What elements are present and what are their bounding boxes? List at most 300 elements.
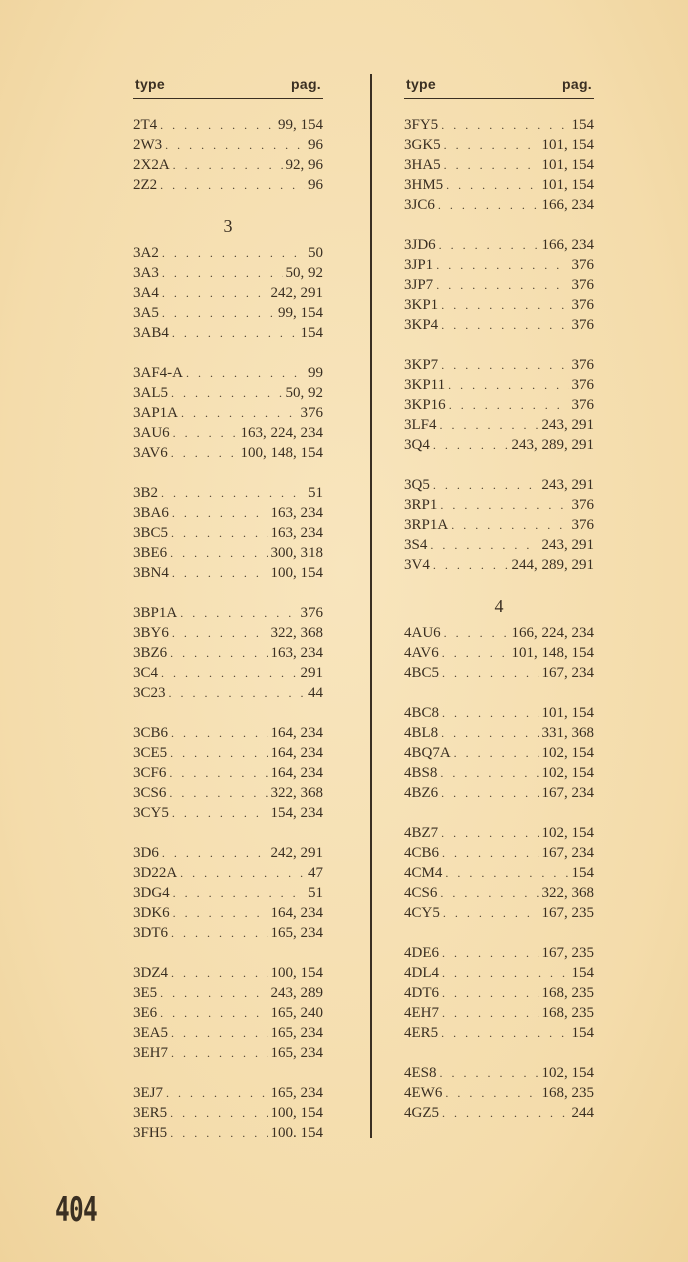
tube-type: 3S4 [404,537,428,553]
tube-type: 3V4 [404,557,430,573]
entry-group [404,355,594,455]
index-entry [133,843,323,863]
tube-type: 3C4 [133,665,159,681]
index-entry [404,235,594,255]
tube-type: 4BQ7A [404,745,451,761]
index-entry [133,763,323,783]
dot-leader [451,515,568,535]
index-entry [404,623,594,643]
page-refs: 102, 154 [541,1065,594,1081]
tube-type: 3KP11 [404,377,446,393]
tube-type: 4DT6 [404,985,439,1001]
dot-leader [442,1003,539,1023]
dot-leader [171,923,268,943]
page-refs: 164, 234 [270,905,323,921]
tube-type: 3CS6 [133,785,167,801]
page-header: pag. [562,76,592,92]
index-entry [133,743,323,763]
page-refs: 101, 148, 154 [511,645,594,661]
index-entry [404,155,594,175]
page-refs: 99 [308,365,323,381]
page-refs: 376 [571,297,594,313]
page-refs: 300, 318 [270,545,323,561]
dot-leader [444,155,539,175]
index-entry [133,883,323,903]
index-entry [133,923,323,943]
index-entry [133,403,323,423]
page-refs: 165, 234 [270,925,323,941]
dot-leader [170,1103,267,1123]
dot-leader [172,803,268,823]
tube-type: 3AF4-A [133,365,184,381]
page-refs: 243, 289, 291 [511,437,594,453]
page-refs: 376 [300,605,323,621]
page-refs: 164, 234 [270,725,323,741]
tube-type: 3FH5 [133,1125,168,1141]
index-entry [133,643,323,663]
page-refs: 242, 291 [270,285,323,301]
index-entry [404,175,594,195]
dot-leader [170,543,267,563]
tube-type: 3RP1A [404,517,449,533]
dot-leader [442,643,509,663]
page-refs: 166, 234 [541,197,594,213]
tube-type: 3HA5 [404,157,441,173]
dot-leader [165,135,305,155]
page-refs: 167, 234 [541,785,594,801]
entry-group [404,235,594,335]
page-refs: 376 [571,277,594,293]
dot-leader [162,303,275,323]
page-refs: 376 [571,497,594,513]
index-entry [404,783,594,803]
index-entry [133,1103,323,1123]
dot-leader [440,1063,539,1083]
page-refs: 376 [571,377,594,393]
dot-leader [180,603,297,623]
page-refs: 101, 154 [541,705,594,721]
entry-group [133,723,323,823]
dot-leader [186,363,305,383]
dot-leader [441,315,568,335]
index-entry [133,443,323,463]
tube-type: 3A4 [133,285,159,301]
index-entry [133,175,323,195]
page-refs: 243, 291 [541,417,594,433]
dot-leader [442,703,538,723]
tube-type: 4CM4 [404,865,443,881]
page-refs: 99, 154 [278,117,323,133]
entry-groups [404,115,594,1123]
index-entry [133,663,323,683]
index-entry [404,535,594,555]
tube-type: 3LF4 [404,417,437,433]
tube-type: 4GZ5 [404,1105,439,1121]
index-entry [404,195,594,215]
entry-group [404,703,594,803]
dot-leader [454,743,539,763]
dot-leader [433,555,509,575]
page-refs: 165, 234 [270,1085,323,1101]
entry-group [133,215,323,343]
page-refs: 244, 289, 291 [511,557,594,573]
index-entry [404,963,594,983]
tube-type: 4BC8 [404,705,440,721]
entry-group [404,475,594,575]
dot-leader [160,983,267,1003]
section-heading: 4 [494,596,504,616]
index-entry [404,1023,594,1043]
dot-leader [441,723,538,743]
tube-type: 4BZ7 [404,825,439,841]
index-entry [404,823,594,843]
dot-leader [442,983,539,1003]
tube-type: 3JD6 [404,237,436,253]
page-refs: 163, 234 [270,645,323,661]
entry-group [404,823,594,923]
dot-leader [441,1023,568,1043]
index-entry [133,603,323,623]
dot-leader [172,503,268,523]
page-refs: 100, 148, 154 [240,445,323,461]
index-entry [133,523,323,543]
dot-leader [439,235,539,255]
index-entry [133,1123,323,1143]
dot-leader [444,623,509,643]
index-entry [404,355,594,375]
dot-leader [169,683,305,703]
page-refs: 96 [308,177,323,193]
index-entry [133,863,323,883]
index-entry [133,483,323,503]
index-column-left [133,70,323,1163]
tube-type: 3BN4 [133,565,169,581]
tube-type: 3AU6 [133,425,170,441]
page-refs: 100. 154 [270,1125,323,1141]
page-refs: 165, 240 [270,1005,323,1021]
tube-type: 3DK6 [133,905,170,921]
dot-leader [440,415,539,435]
tube-type: 3GK5 [404,137,441,153]
tube-type: 3AV6 [133,445,168,461]
dot-leader [446,175,538,195]
tube-type: 3JP1 [404,257,434,273]
tube-type: 3A3 [133,265,159,281]
dot-leader [162,243,305,263]
index-entry [404,415,594,435]
dot-leader [433,475,539,495]
page-refs: 168, 235 [541,985,594,1001]
index-entry [133,1083,323,1103]
tube-type: 3DT6 [133,925,168,941]
entry-group [133,363,323,463]
index-entry [133,803,323,823]
index-entry [404,883,594,903]
page-refs: 167, 235 [541,945,594,961]
index-entry [404,395,594,415]
dot-leader [436,275,568,295]
index-entry [404,863,594,883]
dot-leader [171,1023,268,1043]
page-refs: 376 [571,517,594,533]
tube-type: 4EH7 [404,1005,439,1021]
dot-leader [162,263,283,283]
index-entry [404,1003,594,1023]
page-refs: 167, 234 [541,665,594,681]
page-refs: 96 [308,137,323,153]
page-refs: 165, 234 [270,1045,323,1061]
page-refs: 167, 235 [541,905,594,921]
type-header: type [406,76,436,92]
index-entry [133,1023,323,1043]
tube-type: 3A2 [133,245,159,261]
dot-leader [442,1103,569,1123]
index-entry [404,495,594,515]
tube-type: 4CY5 [404,905,440,921]
index-entry [404,435,594,455]
entry-group [133,963,323,1063]
index-entry [133,135,323,155]
page-refs: 166, 234 [541,237,594,253]
index-entry [404,135,594,155]
dot-leader [442,963,569,983]
tube-type: 3CF6 [133,765,167,781]
tube-type: 4ES8 [404,1065,437,1081]
index-entry [133,683,323,703]
entry-group [133,115,323,195]
tube-type: 4DL4 [404,965,439,981]
entry-group [404,595,594,683]
page-refs: 154 [571,1025,594,1041]
page-refs: 154, 234 [270,805,323,821]
index-entry [404,255,594,275]
page-refs: 243, 291 [541,477,594,493]
tube-type: 4ER5 [404,1025,439,1041]
tube-type: 3BA6 [133,505,169,521]
tube-type: 4CB6 [404,845,440,861]
entry-group [133,1083,323,1143]
dot-leader [442,943,539,963]
tube-type: 3EJ7 [133,1085,163,1101]
index-entry [133,783,323,803]
tube-type: 3AL5 [133,385,168,401]
dot-leader [449,395,569,415]
dot-leader [443,903,539,923]
dot-leader [445,863,568,883]
page-refs: 376 [300,405,323,421]
tube-type: 4CS6 [404,885,438,901]
dot-leader [172,623,268,643]
dot-leader [171,383,283,403]
dot-leader [170,643,267,663]
tube-type: 2X2A [133,157,170,173]
page-refs: 168, 235 [541,1085,594,1101]
tube-type: 2W3 [133,137,163,153]
page-refs: 92, 96 [285,157,323,173]
index-entry [404,515,594,535]
page-refs: 164, 234 [270,765,323,781]
index-entry [133,423,323,443]
dot-leader [160,115,275,135]
index-entry [133,543,323,563]
tube-type: 4AU6 [404,625,441,641]
page-refs: 102, 154 [541,765,594,781]
page-refs: 322, 368 [270,625,323,641]
index-entry [133,623,323,643]
tube-type: 3EH7 [133,1045,168,1061]
tube-type: 3AB4 [133,325,169,341]
entry-group [133,603,323,703]
index-entry [404,1063,594,1083]
index-entry [404,643,594,663]
tube-type: 3RP1 [404,497,438,513]
page-refs: 163, 234 [270,505,323,521]
page-refs: 50 [308,245,323,261]
page-refs: 322, 368 [541,885,594,901]
dot-leader [433,435,509,455]
tube-type: 3C23 [133,685,166,701]
index-entry [133,963,323,983]
index-entry [133,903,323,923]
dot-leader [173,903,268,923]
page-refs: 291 [300,665,323,681]
tube-type: 3DZ4 [133,965,168,981]
index-entry [133,283,323,303]
index-entry [133,1043,323,1063]
tube-type: 4BC5 [404,665,440,681]
page-refs: 243, 291 [541,537,594,553]
dot-leader [160,175,305,195]
page-header: pag. [291,76,321,92]
dot-leader [162,283,268,303]
page-refs: 100, 154 [270,965,323,981]
tube-type: 3CB6 [133,725,169,741]
tube-type: 3BE6 [133,545,168,561]
index-entry [133,115,323,135]
tube-type: 3ER5 [133,1105,168,1121]
entry-groups [133,115,323,1143]
index-entry [404,115,594,135]
dot-leader [440,495,568,515]
page-refs: 376 [571,397,594,413]
tube-type: 3B2 [133,485,159,501]
index-entry [404,723,594,743]
tube-type: 4DE6 [404,945,439,961]
page-refs: 154 [571,865,594,881]
tube-type: 3KP7 [404,357,439,373]
tube-type: 3EA5 [133,1025,168,1041]
page-refs: 242, 291 [270,845,323,861]
index-entry [133,503,323,523]
page-refs: 50, 92 [285,385,323,401]
index-entry [404,555,594,575]
index-column-right [404,70,594,1143]
entry-group [404,943,594,1043]
index-entry [133,263,323,283]
page-refs: 166, 224, 234 [511,625,594,641]
page-refs: 322, 368 [270,785,323,801]
column-divider [370,74,372,1138]
tube-type: 3JC6 [404,197,435,213]
page-refs: 154 [571,965,594,981]
entry-group [404,1063,594,1123]
page-refs: 376 [571,357,594,373]
tube-type: 3Q5 [404,477,430,493]
dot-leader [441,823,538,843]
dot-leader [441,783,538,803]
index-entry [133,155,323,175]
index-entry [404,275,594,295]
dot-leader [171,523,267,543]
page-refs: 243, 289 [270,985,323,1001]
tube-type: 3D6 [133,845,159,861]
index-entry [404,983,594,1003]
tube-type: 3KP4 [404,317,439,333]
index-entry [404,295,594,315]
dot-leader [442,663,538,683]
dot-leader [441,355,568,375]
page-refs: 101, 154 [541,157,594,173]
tube-type: 3CE5 [133,745,168,761]
tube-type: 2T4 [133,117,158,133]
dot-leader [440,763,538,783]
dot-leader [442,843,538,863]
dot-leader [430,535,538,555]
dot-leader [170,1123,267,1143]
page-refs: 99, 154 [278,305,323,321]
index-entry [133,303,323,323]
page-refs: 51 [308,485,323,501]
tube-type: 3CY5 [133,805,169,821]
index-entry [133,1003,323,1023]
page-refs: 376 [571,257,594,273]
dot-leader [173,423,238,443]
dot-leader [169,783,267,803]
dot-leader [171,723,267,743]
type-header: type [135,76,165,92]
index-entry [404,943,594,963]
tube-type: 4BZ6 [404,785,439,801]
page-refs: 163, 224, 234 [240,425,323,441]
page-refs: 50, 92 [285,265,323,281]
index-entry [133,243,323,263]
dot-leader [441,295,568,315]
page-refs: 244 [571,1105,594,1121]
index-entry [404,703,594,723]
dot-leader [440,883,538,903]
index-entry [133,383,323,403]
dot-leader [172,563,268,583]
page-refs: 163, 234 [270,525,323,541]
dot-leader [170,743,267,763]
tube-type: 2Z2 [133,177,158,193]
dot-leader [180,863,305,883]
page-refs: 164, 234 [270,745,323,761]
entry-group [133,843,323,943]
page-refs: 165, 234 [270,1025,323,1041]
index-entry [404,843,594,863]
dot-leader [160,1003,267,1023]
tube-type: 4AV6 [404,645,439,661]
dot-leader [173,155,283,175]
page-refs: 168, 235 [541,1005,594,1021]
tube-type: 3E6 [133,1005,158,1021]
tube-type: 4BL8 [404,725,439,741]
index-entry [404,1103,594,1123]
index-entry [404,375,594,395]
index-entry [404,903,594,923]
dot-leader [436,255,568,275]
